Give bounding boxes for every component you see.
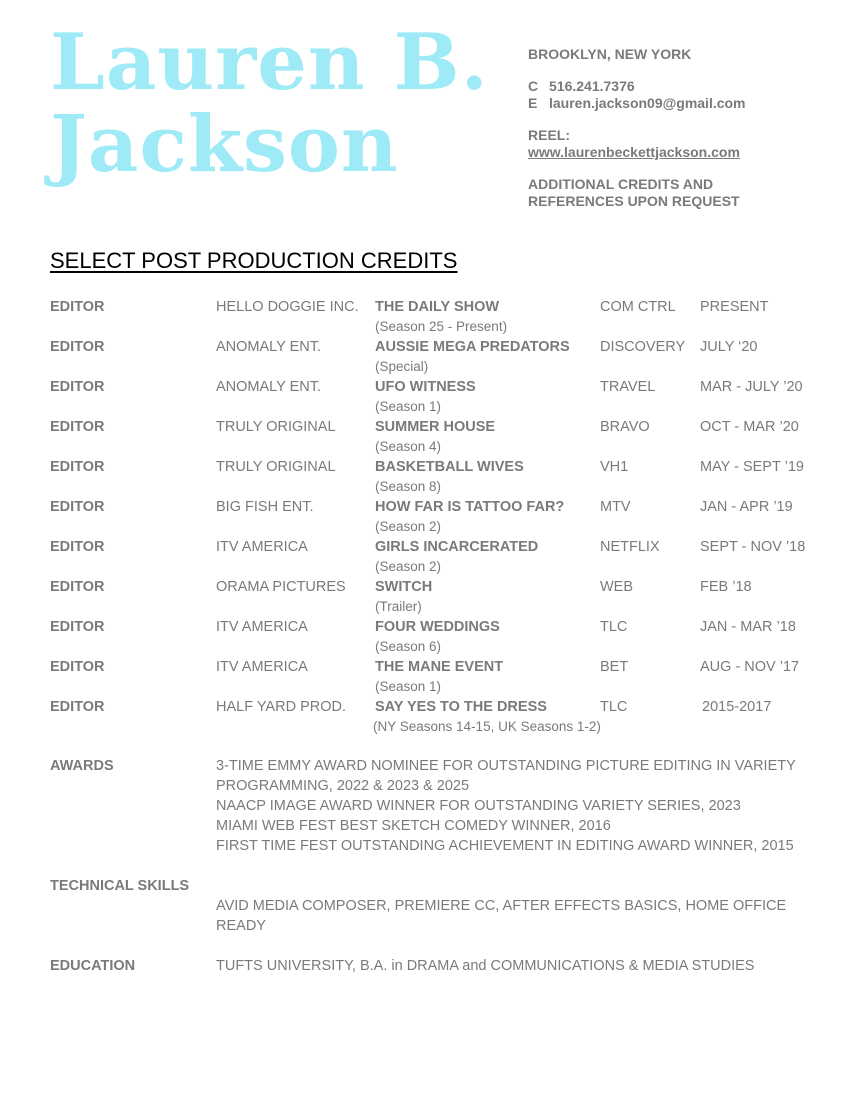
credit-role: EDITOR bbox=[50, 419, 105, 435]
credit-role: EDITOR bbox=[50, 299, 105, 315]
reel-label: REEL: bbox=[528, 127, 570, 143]
credit-note: (NY Seasons 14-15, UK Seasons 1-2) bbox=[373, 719, 601, 734]
credit-show: HOW FAR IS TATTOO FAR? bbox=[375, 499, 565, 515]
credit-row bbox=[50, 458, 840, 498]
credit-show: AUSSIE MEGA PREDATORS bbox=[375, 339, 570, 355]
credit-company: ORAMA PICTURES bbox=[216, 579, 346, 595]
credit-network: TLC bbox=[600, 619, 628, 635]
credit-network: NETFLIX bbox=[600, 539, 660, 555]
credit-show: SWITCH bbox=[375, 579, 433, 595]
credit-network: MTV bbox=[600, 499, 631, 515]
reel-link[interactable]: www.laurenbeckettjackson.com bbox=[528, 144, 740, 160]
credit-note: (Season 2) bbox=[375, 559, 442, 574]
credit-date: OCT - MAR ’20 bbox=[700, 419, 799, 435]
credit-role: EDITOR bbox=[50, 459, 105, 475]
credit-note: (Season 4) bbox=[375, 439, 442, 454]
credit-date: 2015-2017 bbox=[702, 699, 772, 715]
credit-row bbox=[50, 418, 840, 458]
credit-company: ITV AMERICA bbox=[216, 659, 308, 675]
award-line: FIRST TIME FEST OUTSTANDING ACHIEVEMENT IN EDITING AWARD WINNER, 2015 bbox=[216, 838, 794, 854]
credit-role: EDITOR bbox=[50, 619, 105, 635]
credit-row bbox=[50, 578, 840, 618]
credit-row bbox=[50, 298, 840, 338]
email-label: E bbox=[528, 95, 538, 111]
credit-role: EDITOR bbox=[50, 579, 105, 595]
phone-row bbox=[528, 78, 746, 95]
credit-role: EDITOR bbox=[50, 659, 105, 675]
credit-network: TLC bbox=[600, 699, 628, 715]
credit-company: ITV AMERICA bbox=[216, 619, 308, 635]
credit-company: ANOMALY ENT. bbox=[216, 339, 322, 355]
credit-row bbox=[50, 658, 840, 698]
skills-label: TECHNICAL SKILLS bbox=[50, 878, 190, 894]
credit-company: HALF YARD PROD. bbox=[216, 699, 346, 715]
credit-company: TRULY ORIGINAL bbox=[216, 459, 336, 475]
credit-network: WEB bbox=[600, 579, 634, 595]
credit-note: (Season 6) bbox=[375, 639, 442, 654]
contact-block bbox=[528, 46, 746, 225]
credit-show: THE MANE EVENT bbox=[375, 659, 504, 675]
credit-network: DISCOVERY bbox=[600, 339, 686, 355]
credit-row bbox=[50, 498, 840, 538]
credit-date: FEB ’18 bbox=[700, 579, 752, 595]
credit-company: HELLO DOGGIE INC. bbox=[216, 299, 359, 315]
credit-show: GIRLS INCARCERATED bbox=[375, 539, 539, 555]
credit-company: TRULY ORIGINAL bbox=[216, 419, 336, 435]
awards-label: AWARDS bbox=[50, 758, 114, 774]
credit-show: SUMMER HOUSE bbox=[375, 419, 496, 435]
credit-role: EDITOR bbox=[50, 379, 105, 395]
credit-network: BRAVO bbox=[600, 419, 650, 435]
last-name: Jackson bbox=[50, 99, 399, 190]
awards-list bbox=[216, 756, 816, 856]
candidate-name bbox=[50, 17, 489, 190]
credit-date: JAN - APR ’19 bbox=[700, 499, 793, 515]
credit-network: VH1 bbox=[600, 459, 629, 475]
location: BROOKLYN, NEW YORK bbox=[528, 46, 692, 62]
credit-show: SAY YES TO THE DRESS bbox=[375, 699, 547, 715]
references-note-line-2: REFERENCES UPON REQUEST bbox=[528, 193, 740, 209]
credit-date: PRESENT bbox=[700, 299, 769, 315]
credit-note: (Season 2) bbox=[375, 519, 442, 534]
credit-row bbox=[50, 538, 840, 578]
award-line: 3-TIME EMMY AWARD NOMINEE FOR OUTSTANDING PICTURE EDITING IN VARIETY bbox=[216, 758, 796, 774]
credit-row bbox=[50, 618, 840, 658]
credits-list bbox=[50, 298, 840, 738]
credit-note: (Season 1) bbox=[375, 679, 442, 694]
education-label: EDUCATION bbox=[50, 958, 136, 974]
education-text: TUFTS UNIVERSITY, B.A. in DRAMA and COMMUNICATIONS & MEDIA STUDIES bbox=[216, 958, 755, 974]
phone-number: 516.241.7376 bbox=[549, 78, 635, 94]
credit-show: UFO WITNESS bbox=[375, 379, 476, 395]
credit-role: EDITOR bbox=[50, 499, 105, 515]
credit-note: (Trailer) bbox=[375, 599, 422, 614]
skills-text: AVID MEDIA COMPOSER, PREMIERE CC, AFTER EFFECTS BASICS, HOME OFFICE READY bbox=[216, 898, 787, 934]
credit-date: JULY ‘20 bbox=[700, 339, 758, 355]
credit-date: MAY - SEPT ’19 bbox=[700, 459, 804, 475]
email-address[interactable]: lauren.jackson09@gmail.com bbox=[549, 95, 746, 111]
credit-show: FOUR WEDDINGS bbox=[375, 619, 500, 635]
credit-role: EDITOR bbox=[50, 339, 105, 355]
credit-date: SEPT - NOV ’18 bbox=[700, 539, 806, 555]
credit-role: EDITOR bbox=[50, 539, 105, 555]
award-line: PROGRAMMING, 2022 & 2023 & 2025 bbox=[216, 778, 470, 794]
email-row bbox=[528, 95, 746, 112]
credit-date: AUG - NOV ’17 bbox=[700, 659, 800, 675]
credit-note: (Season 8) bbox=[375, 479, 442, 494]
award-line: NAACP IMAGE AWARD WINNER FOR OUTSTANDING VARIETY SERIES, 2023 bbox=[216, 798, 741, 814]
credit-row bbox=[50, 698, 840, 738]
credit-company: BIG FISH ENT. bbox=[216, 499, 314, 515]
award-line: MIAMI WEB FEST BEST SKETCH COMEDY WINNER, 2016 bbox=[216, 818, 611, 834]
credit-network: BET bbox=[600, 659, 629, 675]
credit-network: COM CTRL bbox=[600, 299, 676, 315]
credit-company: ANOMALY ENT. bbox=[216, 379, 322, 395]
credits-section-title: SELECT POST PRODUCTION CREDITS bbox=[50, 248, 458, 273]
credit-note: (Special) bbox=[375, 359, 429, 374]
credit-row bbox=[50, 338, 840, 378]
credit-note: (Season 1) bbox=[375, 399, 442, 414]
credit-note: (Season 25 - Present) bbox=[375, 319, 508, 334]
credit-date: MAR - JULY ’20 bbox=[700, 379, 803, 395]
references-note-line-1: ADDITIONAL CREDITS AND bbox=[528, 176, 714, 192]
credit-row bbox=[50, 378, 840, 418]
credit-date: JAN - MAR ’18 bbox=[700, 619, 796, 635]
credit-network: TRAVEL bbox=[600, 379, 656, 395]
first-name: Lauren B. bbox=[50, 17, 489, 108]
credit-role: EDITOR bbox=[50, 699, 105, 715]
credit-company: ITV AMERICA bbox=[216, 539, 308, 555]
credit-show: THE DAILY SHOW bbox=[375, 299, 500, 315]
credit-show: BASKETBALL WIVES bbox=[375, 459, 524, 475]
phone-label: C bbox=[528, 78, 539, 94]
